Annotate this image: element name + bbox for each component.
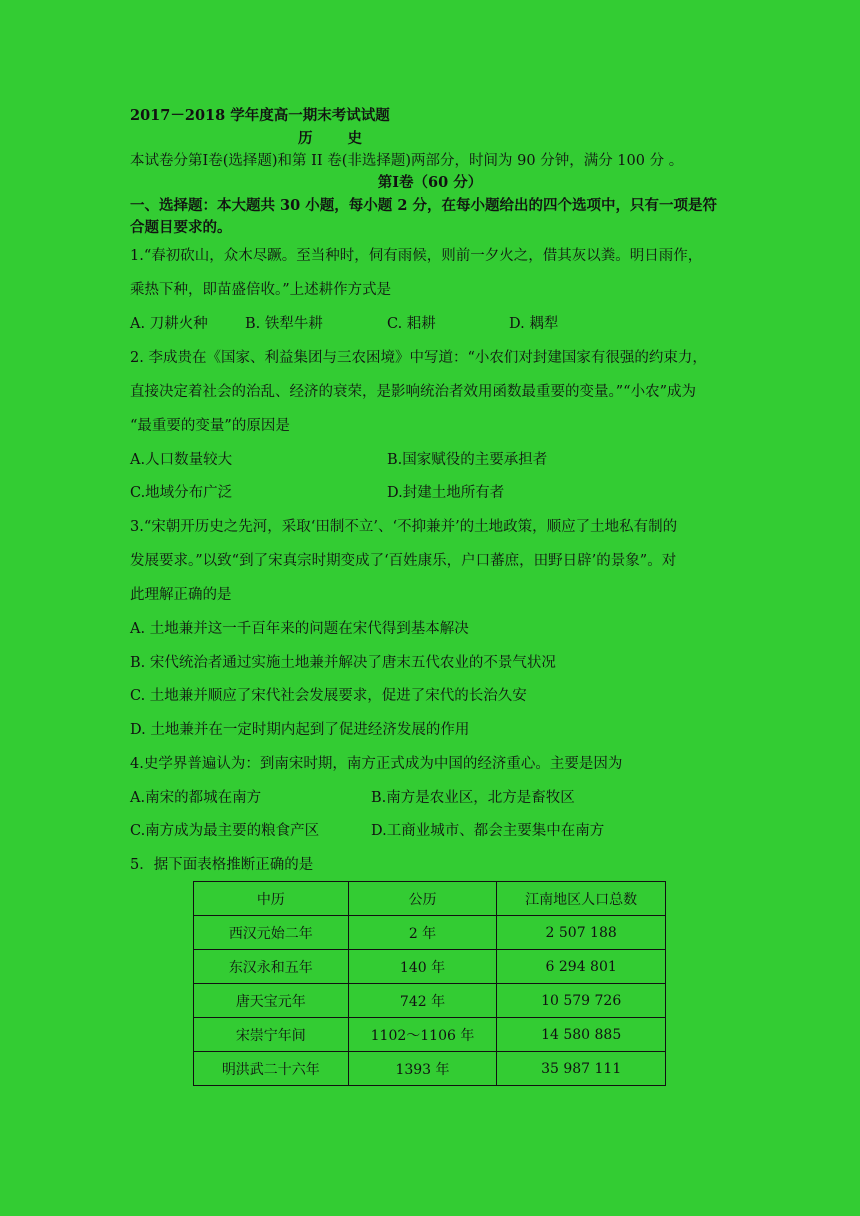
instructions-line-1: 一、选择题：本大题共 30 小题，每小题 2 分，在每小题给出的四个选项中，只有一项是符 [130, 197, 717, 214]
table-header-row [194, 882, 666, 916]
table-row [194, 916, 666, 950]
subject-title: 历 史 [298, 130, 364, 147]
section-title: 第Ⅰ卷（60 分） [377, 174, 483, 191]
table-cell: 2 507 188 [497, 916, 666, 950]
question-1-stem-line-2: 乘热下种，即苗盛倍收。”上述耕作方式是 [130, 282, 392, 298]
table-row [194, 950, 666, 984]
question-2-stem-line-2: 直接决定着社会的治乱、经济的衰荣，是影响统治者效用函数最重要的变量。”“小农”成为 [130, 384, 696, 400]
table-cell: 742 年 [348, 984, 497, 1018]
question-1-option-d: D. 耦犁 [509, 316, 559, 332]
question-2-option-a: A.人口数量较大 [130, 452, 233, 468]
question-3-stem-line-2: 发展要求。”以致“到了宋真宗时期变成了‘百姓康乐，户口蕃庶，田野日辟’的景象”。对 [130, 553, 677, 569]
table-cell: 1393 年 [348, 1052, 497, 1086]
table-cell: 唐天宝元年 [194, 984, 349, 1018]
table-cell: 10 579 726 [497, 984, 666, 1018]
table-cell: 1102～1106 年 [348, 1018, 497, 1052]
table-row [194, 1018, 666, 1052]
table-row [194, 1052, 666, 1086]
question-3-stem-line-1: 3.“宋朝开历史之先河，采取‘田制不立’、‘不抑兼并’的土地政策，顺应了土地私有制的 [130, 519, 678, 535]
question-4-option-a: A.南宋的都城在南方 [130, 790, 262, 806]
table-cell: 东汉永和五年 [194, 950, 349, 984]
question-4-option-c: C.南方成为最主要的粮食产区 [130, 823, 320, 839]
question-1-option-c: C. 耜耕 [387, 316, 436, 332]
question-2-stem-line-1: 2. 李成贵在《国家、利益集团与三农困境》中写道：“小农们对封建国家有很强的约束力， [130, 350, 707, 366]
table-cell: 6 294 801 [497, 950, 666, 984]
table-cell: 14 580 885 [497, 1018, 666, 1052]
question-3-option-a: A. 土地兼并这一千百年来的问题在宋代得到基本解决 [130, 621, 469, 637]
population-table [193, 881, 666, 1086]
question-3-option-c: C. 土地兼并顺应了宋代社会发展要求，促进了宋代的长治久安 [130, 688, 527, 704]
table-header-cell: 公历 [348, 882, 497, 916]
instructions-line-2: 合题目要求的。 [130, 219, 232, 236]
question-3-stem-line-3: 此理解正确的是 [130, 587, 232, 603]
table-cell: 宋崇宁年间 [194, 1018, 349, 1052]
question-4-option-d: D.工商业城市、都会主要集中在南方 [371, 823, 605, 839]
table-cell: 2 年 [348, 916, 497, 950]
question-1-option-b: B. 铁犁牛耕 [245, 316, 323, 332]
question-3-option-b: B. 宋代统治者通过实施土地兼并解决了唐末五代农业的不景气状况 [130, 655, 556, 671]
question-2-stem-line-3: “最重要的变量”的原因是 [130, 418, 290, 434]
table-header-cell: 中历 [194, 882, 349, 916]
table-header-cell: 江南地区人口总数 [497, 882, 666, 916]
question-5-stem: 5．据下面表格推断正确的是 [130, 857, 314, 873]
table-cell: 明洪武二十六年 [194, 1052, 349, 1086]
question-2-option-c: C.地域分布广泛 [130, 485, 233, 501]
question-4-stem: 4.史学界普遍认为：到南宋时期，南方正式成为中国的经济重心。主要是因为 [130, 756, 623, 772]
question-2-option-d: D.封建土地所有者 [387, 485, 505, 501]
table-row [194, 984, 666, 1018]
question-1-stem-line-1: 1.“春初砍山，众木尽蹶。至当种时，伺有雨候，则前一夕火之，借其灰以粪。明日雨作， [130, 248, 703, 264]
table-cell: 35 987 111 [497, 1052, 666, 1086]
question-2-option-b: B.国家赋役的主要承担者 [387, 452, 548, 468]
table-cell: 140 年 [348, 950, 497, 984]
table-cell: 西汉元始二年 [194, 916, 349, 950]
question-4-option-b: B.南方是农业区，北方是畜牧区 [371, 790, 575, 806]
question-3-option-d: D. 土地兼并在一定时期内起到了促进经济发展的作用 [130, 722, 470, 738]
exam-intro: 本试卷分第Ⅰ卷(选择题)和第 II 卷(非选择题)两部分，时间为 90 分钟，满分 100 分 。 [130, 153, 684, 169]
exam-year-title: 2017－2018 学年度高一期末考试试题 [130, 107, 390, 124]
question-1-option-a: A. 刀耕火种 [130, 316, 208, 332]
